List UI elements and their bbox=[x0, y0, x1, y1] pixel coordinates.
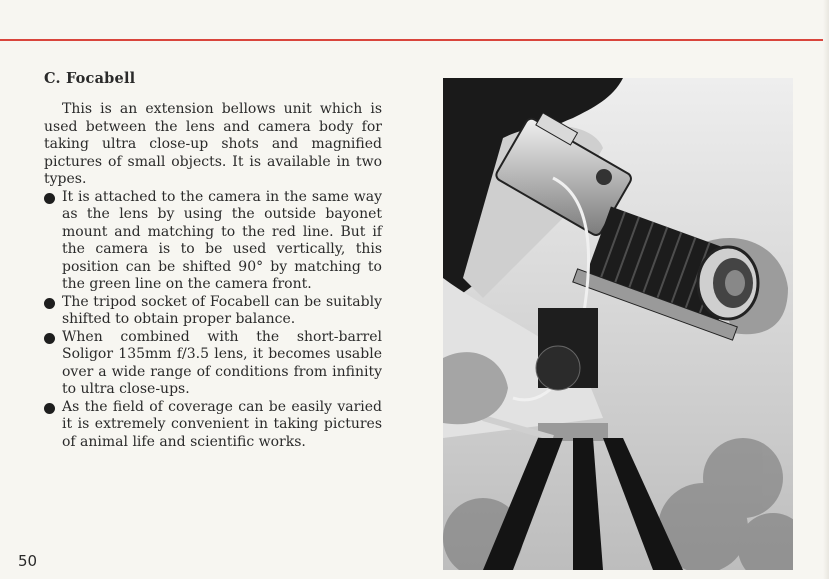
bullet-text: As the field of coverage can be easily varied it is extremely convenient in taking pictures of animal life and scientific works. bbox=[62, 398, 382, 450]
page-number: 50 bbox=[18, 552, 38, 570]
section-heading: C. Focabell bbox=[44, 70, 136, 87]
bullet-dot-icon bbox=[44, 403, 55, 414]
bullet-item bbox=[44, 399, 382, 452]
intro-paragraph: This is an extension bellows unit which is used between the lens and camera body for taking ultra close-up shots and magnified pictures of small objects. It is available in two types. bbox=[44, 101, 382, 187]
text-column bbox=[44, 70, 382, 451]
photo-illustration bbox=[443, 78, 793, 570]
bullet-item bbox=[44, 329, 382, 399]
bullet-item bbox=[44, 294, 382, 329]
red-header-rule bbox=[0, 39, 829, 41]
bullet-dot-icon bbox=[44, 193, 55, 204]
bullet-dot-icon bbox=[44, 333, 55, 344]
bullet-item bbox=[44, 189, 382, 294]
bullet-dot-icon bbox=[44, 298, 55, 309]
lens bbox=[698, 247, 758, 319]
focabell-photo bbox=[443, 78, 793, 570]
bullet-text: The tripod socket of Focabell can be suitably shifted to obtain proper balance. bbox=[62, 293, 382, 327]
bullet-text: When combined with the short-barrel Soligor 135mm f/3.5 lens, it becomes usable over a wide range of conditions from infinity to ultra close-ups. bbox=[62, 328, 382, 397]
bullet-text: It is attached to the camera in the same way as the lens by using the outside bayonet mount and matching to the red line. But if the camera is to be used vertically, this position can be shifted 90° by matching to the green line on the camera front. bbox=[62, 188, 382, 292]
bullet-list bbox=[44, 189, 382, 452]
page-edge bbox=[823, 0, 829, 579]
